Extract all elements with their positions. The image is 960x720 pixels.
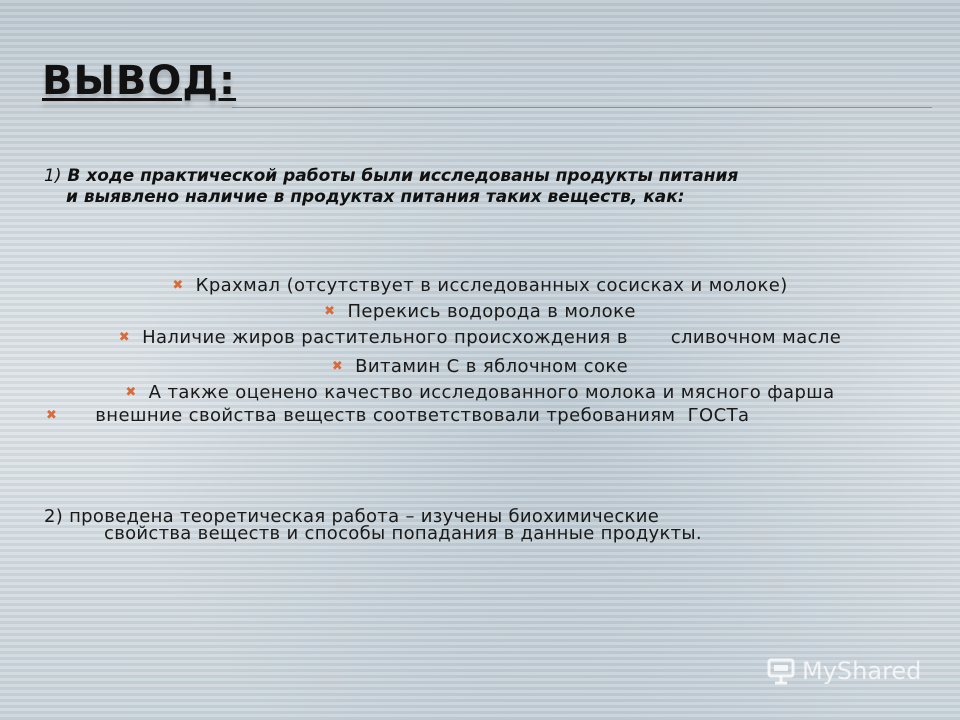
- list-item: [40, 302, 920, 321]
- list-item: [40, 406, 920, 425]
- list-item: [40, 383, 920, 402]
- watermark: [766, 656, 921, 686]
- conclusion-line-2: свойства веществ и способы попадания в данные продукты.: [104, 523, 702, 544]
- title-rule: [232, 107, 932, 108]
- conclusion-paragraph: [44, 508, 884, 542]
- intro-line-2: и выявлено наличие в продуктах питания таких веществ, как:: [66, 187, 685, 207]
- presentation-board-icon: [766, 656, 796, 686]
- cross-bullet-icon: ✖: [331, 359, 344, 374]
- list-item: [40, 328, 920, 347]
- intro-line-1: В ходе практической работы были исследованы продукты питания: [67, 166, 739, 186]
- list-item-text: Крахмал (отсутствует в исследованных сосисках и молоке): [195, 275, 788, 296]
- slide-title: ВЫВОД:: [42, 58, 237, 104]
- list-item-text: Витамин С в яблочном соке: [355, 356, 629, 377]
- list-item-text: Наличие жиров растительного происхождения в сливочном масле: [142, 327, 842, 348]
- intro-paragraph: [44, 166, 904, 208]
- list-item-text: Перекись водорода в молоке: [347, 301, 636, 322]
- cross-bullet-icon: ✖: [118, 330, 131, 345]
- list-item: [40, 357, 920, 376]
- cross-bullet-icon: ✖: [324, 304, 336, 319]
- list-item-text: внешние свойства веществ соответствовали требованиям ГОСТа: [95, 405, 750, 426]
- cross-bullet-icon: ✖: [46, 408, 58, 423]
- conclusion-line-1: 2) проведена теоретическая работа – изучены биохимические: [44, 506, 660, 527]
- cross-bullet-icon: ✖: [172, 278, 184, 293]
- list-item: [40, 276, 920, 295]
- intro-number: 1): [44, 166, 62, 186]
- list-item-text: А также оценено качество исследованного молока и мясного фарша: [148, 382, 835, 403]
- cross-bullet-icon: ✖: [125, 385, 137, 400]
- findings-list: [40, 276, 920, 425]
- watermark-text: MyShared: [802, 657, 922, 685]
